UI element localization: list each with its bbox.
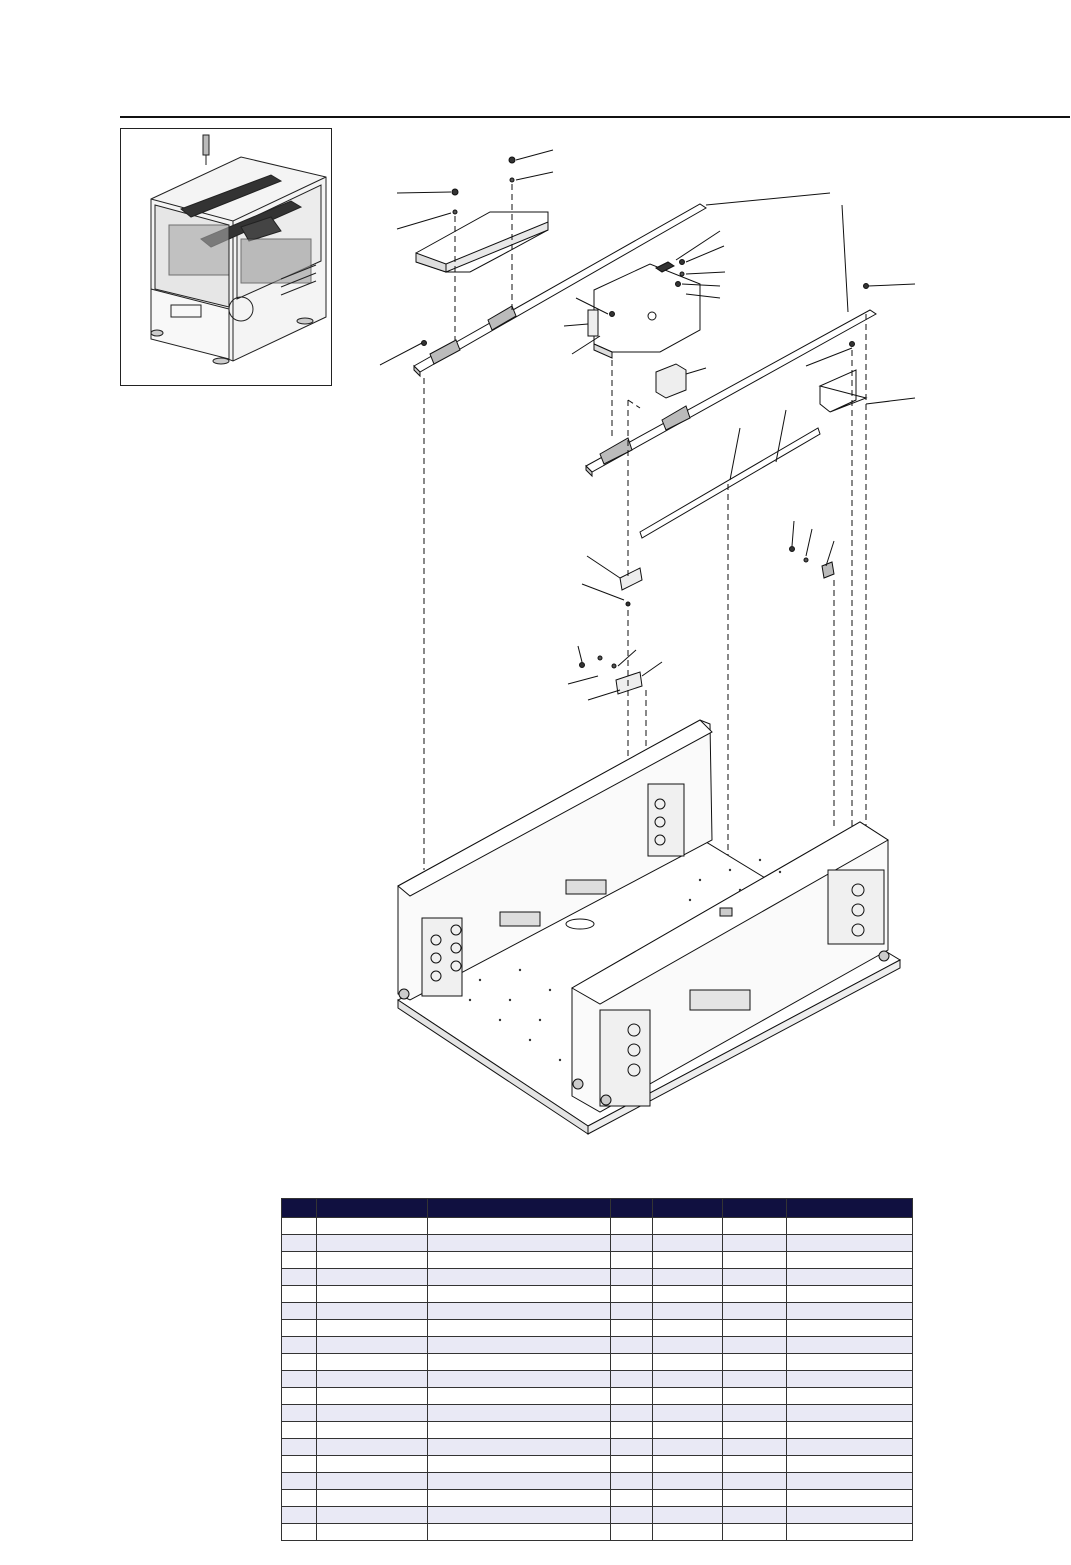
table-cell	[282, 1490, 317, 1507]
table-cell	[611, 1252, 653, 1269]
header-cell	[653, 1199, 723, 1218]
table-cell	[723, 1286, 787, 1303]
table-cell	[282, 1218, 317, 1235]
table-cell	[653, 1507, 723, 1524]
table-cell	[723, 1354, 787, 1371]
header-cell	[428, 1199, 611, 1218]
table-cell	[317, 1252, 428, 1269]
table-cell	[723, 1405, 787, 1422]
table-cell	[282, 1388, 317, 1405]
table-cell	[611, 1422, 653, 1439]
table-cell	[317, 1490, 428, 1507]
table-cell	[317, 1456, 428, 1473]
table-cell	[653, 1320, 723, 1337]
table-cell	[787, 1473, 913, 1490]
parts-list-table	[281, 1198, 913, 1541]
table-header-row	[282, 1199, 913, 1218]
table-cell	[787, 1422, 913, 1439]
table-cell	[428, 1286, 611, 1303]
table-cell	[282, 1286, 317, 1303]
table-cell	[611, 1337, 653, 1354]
table-cell	[428, 1490, 611, 1507]
table-cell	[787, 1456, 913, 1473]
table-cell	[428, 1439, 611, 1456]
table-cell	[317, 1354, 428, 1371]
table-cell	[428, 1337, 611, 1354]
table-cell	[317, 1320, 428, 1337]
table-row	[282, 1388, 913, 1405]
table-cell	[317, 1439, 428, 1456]
table-cell	[428, 1320, 611, 1337]
table-cell	[428, 1269, 611, 1286]
table-row	[282, 1422, 913, 1439]
table-cell	[282, 1456, 317, 1473]
table-cell	[317, 1524, 428, 1541]
table-cell	[611, 1235, 653, 1252]
table-cell	[787, 1490, 913, 1507]
table-cell	[282, 1303, 317, 1320]
table-cell	[723, 1388, 787, 1405]
table-row	[282, 1269, 913, 1286]
table-cell	[653, 1456, 723, 1473]
table-cell	[611, 1320, 653, 1337]
table-cell	[282, 1252, 317, 1269]
table-row	[282, 1235, 913, 1252]
table-cell	[787, 1371, 913, 1388]
table-cell	[723, 1269, 787, 1286]
table-cell	[282, 1524, 317, 1541]
table-cell	[653, 1388, 723, 1405]
table-cell	[317, 1218, 428, 1235]
screw	[452, 157, 515, 214]
angle-bracket	[820, 370, 866, 412]
table-cell	[611, 1218, 653, 1235]
table-cell	[317, 1303, 428, 1320]
table-cell	[787, 1388, 913, 1405]
table-cell	[428, 1354, 611, 1371]
table-cell	[653, 1354, 723, 1371]
table-cell	[723, 1422, 787, 1439]
table-cell	[317, 1388, 428, 1405]
header-cell	[282, 1199, 317, 1218]
table-cell	[611, 1439, 653, 1456]
table-cell	[787, 1524, 913, 1541]
table-cell	[787, 1235, 913, 1252]
table-cell	[787, 1507, 913, 1524]
table-cell	[653, 1286, 723, 1303]
table-cell	[787, 1439, 913, 1456]
table-cell	[282, 1405, 317, 1422]
table-cell	[428, 1303, 611, 1320]
table-cell	[317, 1405, 428, 1422]
table-cell	[723, 1456, 787, 1473]
table-cell	[428, 1524, 611, 1541]
table-cell	[428, 1218, 611, 1235]
mount-block	[656, 364, 686, 398]
table-cell	[428, 1422, 611, 1439]
sensor-bracket	[620, 568, 642, 606]
header-cell	[611, 1199, 653, 1218]
header-cell	[317, 1199, 428, 1218]
table-cell	[653, 1439, 723, 1456]
table-cell	[317, 1422, 428, 1439]
table-cell	[282, 1269, 317, 1286]
table-cell	[723, 1252, 787, 1269]
table-cell	[282, 1320, 317, 1337]
locating-pin	[588, 310, 598, 336]
table-row	[282, 1303, 913, 1320]
table-cell	[282, 1422, 317, 1439]
table-cell	[723, 1473, 787, 1490]
table-cell	[653, 1405, 723, 1422]
table-cell	[787, 1269, 913, 1286]
table-cell	[653, 1269, 723, 1286]
table-cell	[317, 1269, 428, 1286]
table-cell	[611, 1507, 653, 1524]
table-cell	[653, 1422, 723, 1439]
table-cell	[428, 1456, 611, 1473]
table-cell	[723, 1337, 787, 1354]
table-row	[282, 1524, 913, 1541]
table-cell	[611, 1456, 653, 1473]
table-cell	[723, 1371, 787, 1388]
table-row	[282, 1507, 913, 1524]
table-cell	[787, 1252, 913, 1269]
table-cell	[611, 1269, 653, 1286]
table-cell	[428, 1252, 611, 1269]
machine-base-frame	[398, 720, 900, 1134]
table-cell	[428, 1507, 611, 1524]
table-cell	[653, 1337, 723, 1354]
table-cell	[611, 1371, 653, 1388]
table-cell	[723, 1490, 787, 1507]
table-cell	[787, 1286, 913, 1303]
table-cell	[723, 1507, 787, 1524]
table-cell	[282, 1354, 317, 1371]
parts-table-body	[282, 1218, 913, 1541]
table-row	[282, 1252, 913, 1269]
table-cell	[282, 1439, 317, 1456]
table-cell	[723, 1320, 787, 1337]
table-row	[282, 1354, 913, 1371]
table-cell	[611, 1405, 653, 1422]
table-cell	[723, 1524, 787, 1541]
table-row	[282, 1439, 913, 1456]
center-mount-plate	[594, 264, 700, 358]
table-row	[282, 1337, 913, 1354]
table-cell	[428, 1405, 611, 1422]
table-cell	[611, 1354, 653, 1371]
table-cell	[428, 1388, 611, 1405]
table-cell	[282, 1235, 317, 1252]
table-cell	[317, 1507, 428, 1524]
upper-bracket-plate	[416, 212, 548, 272]
table-cell	[653, 1218, 723, 1235]
table-cell	[428, 1235, 611, 1252]
table-cell	[787, 1218, 913, 1235]
table-row	[282, 1286, 913, 1303]
table-cell	[723, 1303, 787, 1320]
table-cell	[653, 1303, 723, 1320]
table-row	[282, 1218, 913, 1235]
table-cell	[428, 1473, 611, 1490]
sensor-bracket-lower	[580, 656, 643, 694]
table-cell	[653, 1524, 723, 1541]
header-cell	[787, 1199, 913, 1218]
table-cell	[653, 1252, 723, 1269]
table-cell	[317, 1286, 428, 1303]
table-cell	[317, 1371, 428, 1388]
table-cell	[723, 1439, 787, 1456]
table-cell	[787, 1405, 913, 1422]
table-row	[282, 1456, 913, 1473]
table-cell	[282, 1473, 317, 1490]
table-cell	[653, 1235, 723, 1252]
table-cell	[723, 1235, 787, 1252]
table-cell	[611, 1473, 653, 1490]
table-cell	[282, 1507, 317, 1524]
table-row	[282, 1320, 913, 1337]
table-cell	[282, 1337, 317, 1354]
table-row	[282, 1490, 913, 1507]
header-cell	[723, 1199, 787, 1218]
table-cell	[611, 1490, 653, 1507]
table-row	[282, 1473, 913, 1490]
table-cell	[611, 1524, 653, 1541]
table-cell	[653, 1473, 723, 1490]
table-cell	[787, 1337, 913, 1354]
table-cell	[317, 1235, 428, 1252]
table-cell	[428, 1371, 611, 1388]
table-cell	[611, 1303, 653, 1320]
table-row	[282, 1371, 913, 1388]
table-cell	[611, 1388, 653, 1405]
table-cell	[317, 1473, 428, 1490]
table-cell	[787, 1303, 913, 1320]
table-cell	[653, 1371, 723, 1388]
table-cell	[787, 1354, 913, 1371]
table-cell	[282, 1371, 317, 1388]
table-row	[282, 1405, 913, 1422]
table-cell	[723, 1218, 787, 1235]
table-cell	[787, 1320, 913, 1337]
table-cell	[653, 1490, 723, 1507]
table-cell	[611, 1286, 653, 1303]
table-cell	[317, 1337, 428, 1354]
